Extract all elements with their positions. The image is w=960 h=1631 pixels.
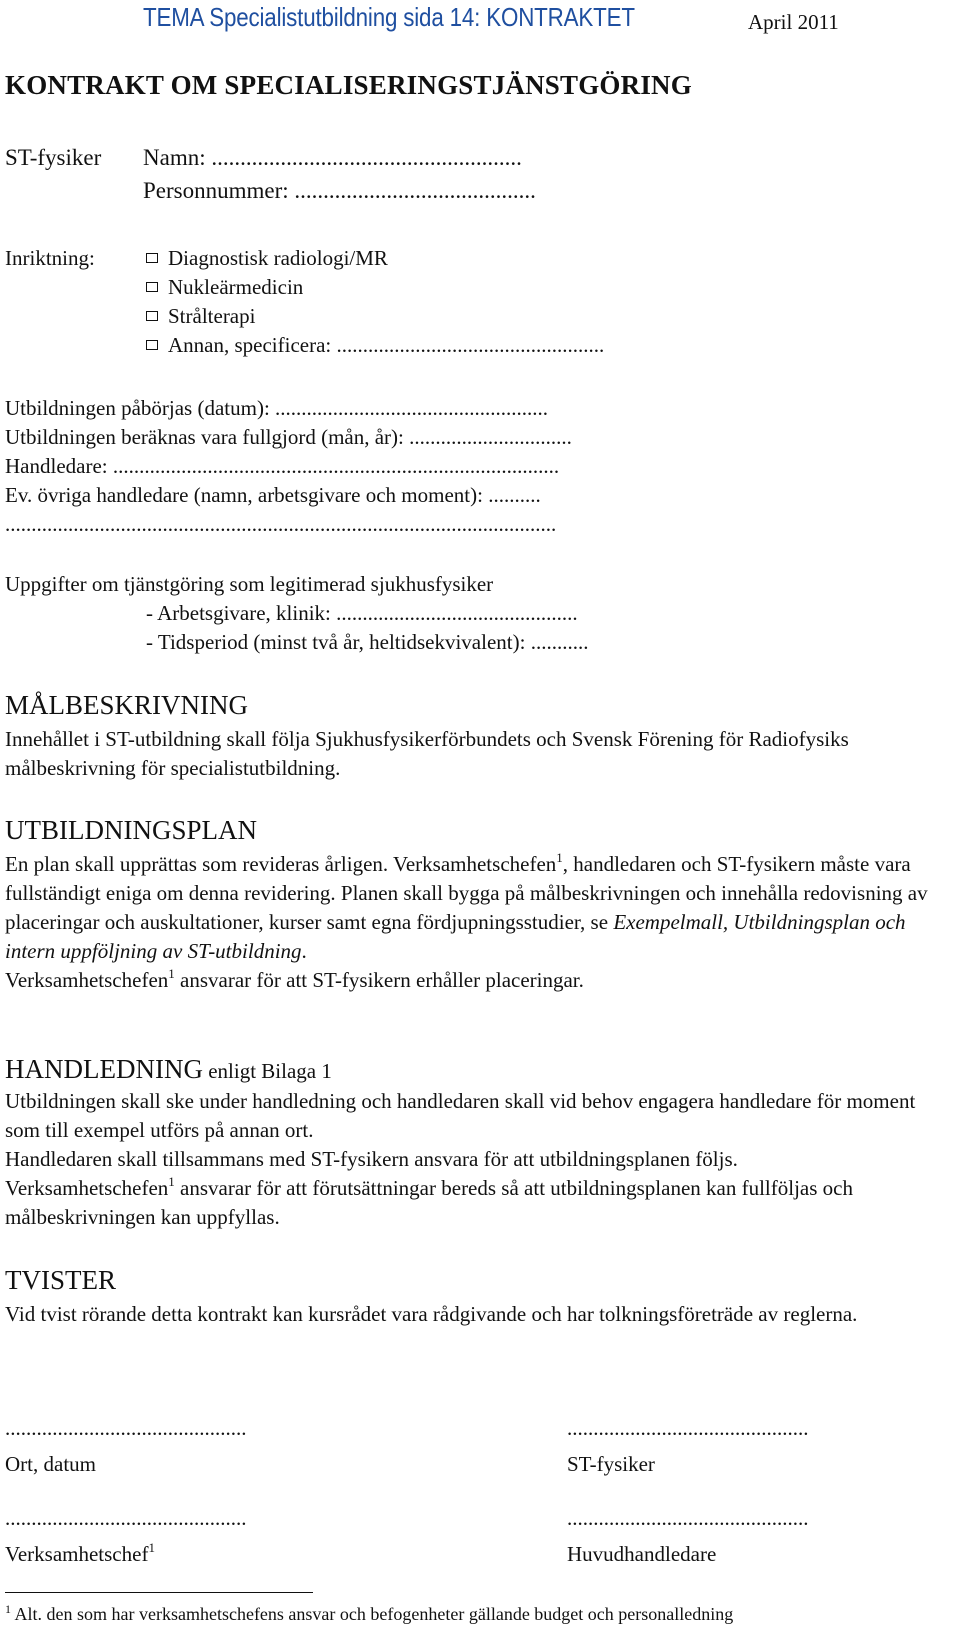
signature-line-ort[interactable]: .............................................. [5, 1416, 247, 1440]
option-stralterapi[interactable] [146, 302, 255, 331]
option-label: Strålterapi [168, 304, 256, 328]
personnummer-field[interactable]: Personnummer: .......................................... [143, 178, 536, 203]
footnote-divider [5, 1592, 313, 1593]
signature-label-ort-datum: Ort, datum [5, 1452, 96, 1476]
option-label: Annan, specificera: ................................................... [168, 333, 605, 357]
signature-line-verksamhetschef[interactable]: .............................................. [5, 1506, 247, 1530]
signature-label-verksamhetschef: Verksamhetschef$^1$ [5, 1540, 155, 1566]
start-date-field[interactable]: Utbildningen påbörjas (datum): .................................................... [5, 396, 549, 420]
utbildningsplan-heading: UTBILDNINGSPLAN [5, 815, 257, 845]
checkbox[interactable] [146, 282, 158, 292]
tvister-heading: TVISTER [5, 1265, 116, 1295]
st-fysiker-label: ST-fysiker [5, 145, 102, 170]
checkbox[interactable] [146, 311, 158, 321]
option-annan[interactable] [146, 331, 604, 360]
signature-line-huvudhandledare[interactable]: .............................................. [567, 1506, 809, 1530]
ovriga-handledare-continuation[interactable]: ......................................................................................................... [5, 512, 557, 536]
arbetsgivare-field[interactable]: - Arbetsgivare, klinik: .............................................. [146, 601, 578, 625]
checkbox[interactable] [146, 340, 158, 350]
option-diagnostisk[interactable] [146, 244, 388, 273]
completion-field[interactable]: Utbildningen beräknas vara fullgjord (mån, år): ............................... [5, 425, 572, 449]
option-label: Diagnostisk radiologi/MR [168, 246, 388, 270]
uppgifter-heading: Uppgifter om tjänstgöring som legitimerad sjukhusfysiker [5, 572, 494, 596]
tidsperiod-field[interactable]: - Tidsperiod (minst två år, heltidsekvivalent): ........... [146, 630, 589, 654]
header-date: April 2011 [748, 10, 839, 34]
footnote: $^1$ Alt. den som har verksamhetschefens ansvar och befogenheter gällande budget och personalledning [5, 1602, 734, 1624]
handledning-heading: HANDLEDNING enligt Bilaga 1 [5, 1054, 332, 1084]
ovriga-handledare-field[interactable]: Ev. övriga handledare (namn, arbetsgivare och moment): .......... [5, 483, 541, 507]
option-label: Nukleärmedicin [168, 275, 304, 299]
signature-label-st-fysiker: ST-fysiker [567, 1452, 655, 1476]
checkbox[interactable] [146, 253, 158, 263]
malbeskrivning-text: Innehållet i ST-utbildning skall följa Sjukhusfysikerförbundets och Svensk Förening för Radiofysiks målbeskrivning för specialistutbildning. [5, 727, 849, 780]
handledning-text: Utbildningen skall ske under handledning och handledaren skall vid behov engagera handledare för moment som till exempel utförs på annan ort. Handledaren skall tillsammans med ST-fysikern ansvara för att utbildningsplanen följs. Verksamhetschefen$^1$ ansvarar för att förutsättningar bereds så att utbildningsplanen kan fullföljas och målbeskrivningen kan uppfyllas. [5, 1089, 916, 1229]
option-nuklearmedicin[interactable] [146, 273, 303, 302]
handledare-field[interactable]: Handledare: ..................................................................................... [5, 454, 560, 478]
malbeskrivning-heading: MÅLBESKRIVNING [5, 690, 248, 720]
document-title: KONTRAKT OM SPECIALISERINGSTJÄNSTGÖRING [5, 70, 692, 100]
inriktning-label: Inriktning: [5, 246, 95, 270]
signature-label-huvudhandledare: Huvudhandledare [567, 1542, 717, 1566]
tvister-text: Vid tvist rörande detta kontrakt kan kursrådet vara rådgivande och har tolkningsföreträde av reglerna. [5, 1302, 858, 1326]
namn-field[interactable]: Namn: ...................................................... [143, 145, 522, 170]
header-title: TEMA Specialistutbildning sida 14: KONTRAKTET [143, 2, 635, 32]
utbildningsplan-text: En plan skall upprättas som revideras årligen. Verksamhetschefen$^1$, handledaren och ST-fysikern måste vara fullständigt eniga om denna revidering. Planen skall bygga på målbeskrivningen och innehålla redovisning av placeringar och auskultationer, kurser samt egna fördjupningsstudier, se Exempelmall, Utbildningsplan och intern uppföljning av ST-utbildning. Verksamhetschefen$^1$ ansvarar för att ST-fysikern erhåller placeringar. [5, 850, 928, 992]
signature-line-st-fysiker[interactable]: .............................................. [567, 1416, 809, 1440]
